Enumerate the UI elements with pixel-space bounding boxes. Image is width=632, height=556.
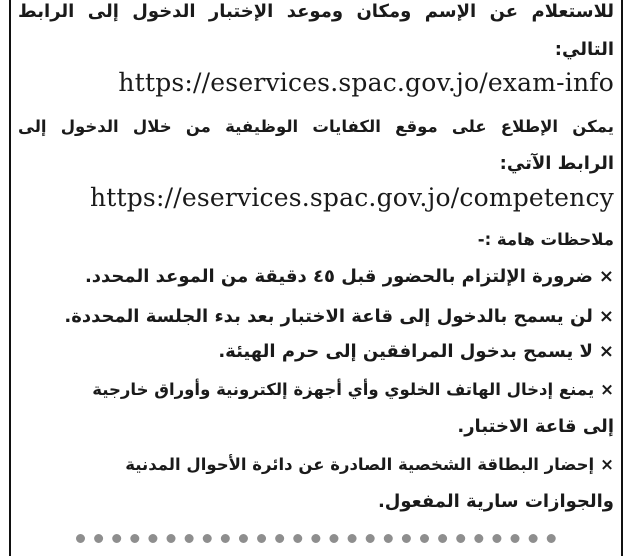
bullet-x-icon: × (600, 455, 614, 474)
paragraph-2-line-1: يمكن الإطلاع على موقع الكفايات الوظيفية من خلال الدخول إلى (18, 117, 614, 136)
note-text: لن يسمح بالدخول إلى قاعة الاختبار بعد بدء الجلسة المحددة. (64, 306, 593, 327)
exam-info-link[interactable]: https://eservices.spac.gov.jo/exam-info (118, 68, 614, 97)
note-item (18, 265, 614, 289)
paragraph-1-line-1: للاستعلام عن الإسم ومكان وموعد الإختبار الدخول إلى الرابط (18, 1, 614, 22)
note-item-continuation: إلى قاعة الاختبار. (457, 416, 614, 437)
note-item (18, 453, 614, 477)
note-text: إحضار البطاقة الشخصية الصادرة عن دائرة الأحوال المدنية (125, 455, 595, 474)
note-text: ضرورة الإلتزام بالحضور قبل ٤٥ دقيقة من الموعد المحدد. (84, 266, 593, 287)
note-item (18, 340, 614, 364)
note-item-continuation: والجوازات سارية المفعول. (377, 491, 614, 512)
note-item (18, 305, 614, 329)
cropped-text-line (0, 532, 632, 554)
note-text: يمنع إدخال الهاتف الخلوي وأي أجهزة إلكترونية وأوراق خارجية (92, 380, 595, 399)
paragraph-1-line-2: التالي: (554, 39, 614, 60)
bullet-x-icon: × (600, 380, 614, 399)
bullet-x-icon: × (598, 306, 614, 327)
notes-heading: ملاحظات هامة :- (477, 230, 614, 249)
competency-link[interactable]: https://eservices.spac.gov.jo/competency (89, 183, 614, 212)
bullet-x-icon: × (598, 341, 614, 362)
note-item (18, 378, 614, 402)
note-text: لا يسمح بدخول المرافقين إلى حرم الهيئة. (218, 341, 593, 362)
bullet-x-icon: × (598, 266, 614, 287)
paragraph-2-line-2: الرابط الآتي: (499, 153, 614, 174)
